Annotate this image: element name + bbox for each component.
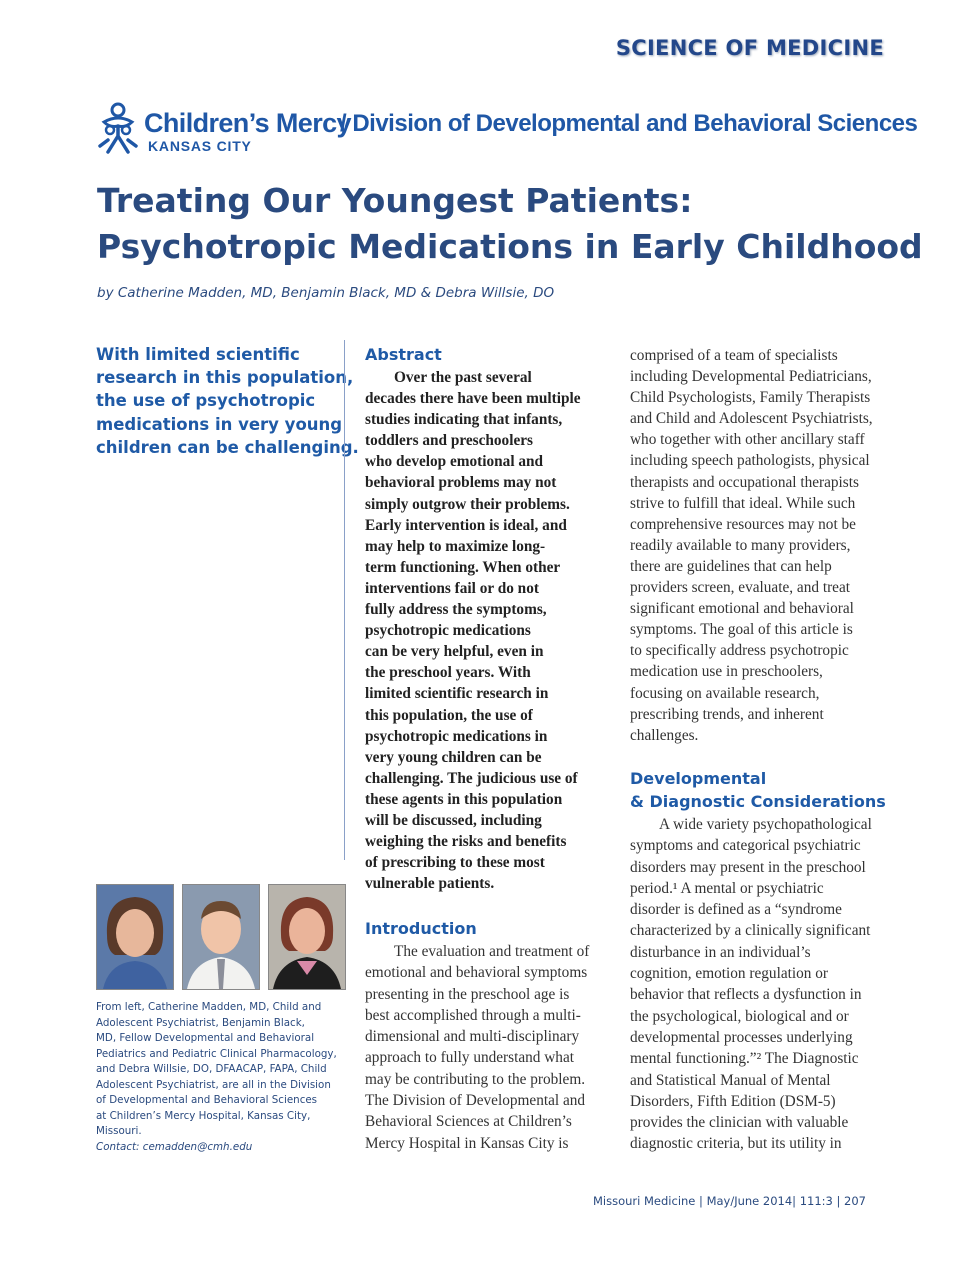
abstract-line: very young children can be bbox=[365, 748, 542, 766]
abstract-line: psychotropic medications bbox=[365, 622, 531, 640]
abstract-line: weighing the risks and benefits bbox=[365, 833, 567, 851]
introduction-line: best accomplished through a multi- bbox=[365, 1006, 581, 1024]
introduction-line: Mercy Hospital in Kansas City is bbox=[365, 1134, 569, 1152]
developmental-line: Disorders, Fifth Edition (DSM-5) bbox=[630, 1092, 836, 1110]
abstract-line: may help to maximize long- bbox=[365, 537, 546, 555]
byline: by Catherine Madden, MD, Benjamin Black, MD & Debra Willsie, DO bbox=[97, 285, 555, 301]
developmental-line: period.¹ A mental or psychiatric bbox=[630, 879, 824, 897]
column-three-line: and Child and Adolescent Psychiatrists, bbox=[630, 410, 873, 428]
abstract-line: interventions fail or do not bbox=[365, 579, 539, 597]
abstract-line: challenging. The judicious use of bbox=[365, 769, 578, 787]
abstract-line: can be very helpful, even in bbox=[365, 643, 544, 661]
logo-division: / Division of Developmental and Behavioral Sciences bbox=[340, 110, 918, 137]
abstract-line: will be discussed, including bbox=[365, 811, 542, 829]
column-three-line: readily available to many providers, bbox=[630, 536, 851, 554]
developmental-heading-line: & Diagnostic Considerations bbox=[630, 792, 886, 811]
childrens-mercy-logo bbox=[96, 100, 918, 160]
title-line: Psychotropic Medications in Early Childhood bbox=[97, 227, 923, 266]
developmental-line: disorders may present in the preschool bbox=[630, 858, 866, 876]
abstract-heading: Abstract bbox=[365, 345, 442, 364]
developmental-line: characterized by a clinically significant bbox=[630, 922, 871, 940]
abstract-line: behavioral problems may not bbox=[365, 474, 557, 492]
column-three-line: medication use in preschoolers, bbox=[630, 663, 823, 681]
column-three-line: therapists and occupational therapists bbox=[630, 473, 859, 491]
developmental-line: diagnostic criteria, but its utility in bbox=[630, 1135, 842, 1153]
page-footer: Missouri Medicine | May/June 2014| 111:3 | 207 bbox=[593, 1194, 866, 1208]
pull-quote bbox=[96, 343, 359, 459]
introduction-line: may be contributing to the problem. bbox=[365, 1070, 586, 1088]
abstract-line: these agents in this population bbox=[365, 790, 563, 808]
abstract-line: term functioning. When other bbox=[365, 558, 561, 576]
column-three-line: symptoms. The goal of this article is bbox=[630, 621, 853, 639]
article-title bbox=[97, 178, 923, 270]
caption-line: of Developmental and Behavioral Sciences bbox=[96, 1094, 318, 1106]
column-three-line: including speech pathologists, physical bbox=[630, 452, 870, 470]
introduction-line: The evaluation and treatment of bbox=[394, 943, 590, 960]
abstract-line: Early intervention is ideal, and bbox=[365, 516, 567, 534]
caption-line: Adolescent Psychiatrist, are all in the Division bbox=[96, 1078, 331, 1091]
developmental-line: A wide variety psychopathological bbox=[659, 816, 872, 833]
caption-line: Missouri. bbox=[96, 1125, 142, 1137]
introduction-line: approach to fully understand what bbox=[365, 1049, 574, 1067]
caption-line: MD, Fellow Developmental and Behavioral bbox=[96, 1032, 315, 1044]
column-three-line: Child Psychologists, Family Therapists bbox=[630, 389, 871, 407]
abstract-line: who develop emotional and bbox=[365, 453, 544, 471]
section-label: SCIENCE OF MEDICINE bbox=[615, 36, 884, 60]
abstract-line: toddlers and preschoolers bbox=[365, 432, 533, 450]
introduction-line: presenting in the preschool age is bbox=[365, 985, 570, 1003]
column-three-line: to specifically address psychotropic bbox=[630, 642, 849, 660]
logo-city: KANSAS CITY bbox=[148, 138, 252, 154]
abstract-line: fully address the symptoms, bbox=[365, 601, 547, 619]
introduction-line: Behavioral Sciences at Children’s bbox=[365, 1113, 572, 1131]
column-three-text bbox=[630, 345, 873, 746]
abstract-line: of prescribing to these most bbox=[365, 854, 545, 872]
developmental-heading-line: Developmental bbox=[630, 769, 767, 788]
pull-quote-line: With limited scientific bbox=[96, 345, 300, 364]
column-three-line: including Developmental Pediatricians, bbox=[630, 368, 872, 386]
caption-line: From left, Catherine Madden, MD, Child and bbox=[96, 1001, 322, 1013]
childrens-mercy-logo-icon bbox=[96, 100, 140, 154]
photo-caption bbox=[96, 1000, 346, 1155]
column-three-line: providers screen, evaluate, and treat bbox=[630, 579, 850, 597]
abstract-line: simply outgrow their problems. bbox=[365, 495, 570, 513]
pull-quote-line: research in this population, bbox=[96, 368, 354, 388]
abstract-line: vulnerable patients. bbox=[365, 875, 495, 893]
introduction-heading: Introduction bbox=[365, 919, 477, 938]
column-three-line: strive to fulfill that ideal. While such bbox=[630, 494, 856, 512]
introduction-line: dimensional and multi-disciplinary bbox=[365, 1028, 580, 1046]
developmental-line: symptoms and categorical psychiatric bbox=[630, 837, 861, 855]
logo-name: Children’s Mercy bbox=[144, 108, 351, 138]
introduction-text bbox=[365, 941, 589, 1154]
developmental-line: and Statistical Manual of Mental bbox=[630, 1071, 831, 1089]
author-photo-black bbox=[182, 884, 260, 990]
abstract-line: studies indicating that infants, bbox=[365, 411, 563, 429]
caption-line: Adolescent Psychiatrist, Benjamin Black, bbox=[96, 1016, 305, 1029]
column-three-line: who together with other ancillary staff bbox=[630, 431, 865, 449]
pull-quote-line: children can be challenging. bbox=[96, 437, 359, 457]
pull-quote-line: the use of psychotropic bbox=[96, 391, 316, 411]
author-photos bbox=[96, 884, 346, 990]
column-three-line: challenges. bbox=[630, 726, 699, 744]
introduction-line: emotional and behavioral symptoms bbox=[365, 964, 588, 982]
pull-quote-line: medications in very young bbox=[96, 414, 343, 434]
abstract-line: psychotropic medications in bbox=[365, 727, 548, 745]
caption-line: at Children’s Mercy Hospital, Kansas City, bbox=[96, 1109, 311, 1122]
abstract-line: this population, the use of bbox=[365, 706, 533, 724]
abstract-line: limited scientific research in bbox=[365, 685, 549, 703]
column-three-line: there are guidelines that can help bbox=[630, 557, 832, 575]
abstract-text bbox=[365, 367, 581, 894]
column-three-line: comprised of a team of specialists bbox=[630, 347, 838, 364]
developmental-text bbox=[630, 814, 872, 1155]
title-line: Treating Our Youngest Patients: bbox=[97, 181, 693, 220]
developmental-line: provides the clinician with valuable bbox=[630, 1114, 849, 1132]
author-photo-willsie bbox=[268, 884, 346, 990]
developmental-line: the psychological, biological and or bbox=[630, 1007, 849, 1025]
abstract-line: the preschool years. With bbox=[365, 664, 531, 682]
introduction-line: The Division of Developmental and bbox=[365, 1092, 586, 1110]
author-photo-madden bbox=[96, 884, 174, 990]
abstract-line: decades there have been multiple bbox=[365, 390, 581, 408]
column-three-line: significant emotional and behavioral bbox=[630, 600, 854, 618]
caption-line: and Debra Willsie, DO, DFAACAP, FAPA, Child bbox=[96, 1063, 327, 1075]
column-three-line: comprehensive resources may not be bbox=[630, 515, 856, 533]
developmental-line: cognition, emotion regulation or bbox=[630, 965, 828, 983]
column-three-line: focusing on available research, bbox=[630, 684, 820, 702]
abstract-line: Over the past several bbox=[394, 369, 532, 386]
column-divider bbox=[344, 340, 345, 860]
column-three-line: prescribing trends, and inherent bbox=[630, 705, 824, 723]
developmental-line: disorder is defined as a “syndrome bbox=[630, 901, 842, 919]
developmental-line: developmental processes underlying bbox=[630, 1028, 853, 1046]
developmental-line: behavior that reflects a dysfunction in bbox=[630, 986, 862, 1004]
caption-line: Pediatrics and Pediatric Clinical Pharmacology, bbox=[96, 1047, 337, 1060]
developmental-line: disturbance in an individual’s bbox=[630, 943, 811, 961]
author-contact: Contact: cemadden@cmh.edu bbox=[96, 1140, 253, 1153]
developmental-heading bbox=[630, 767, 886, 813]
developmental-line: mental functioning.”² The Diagnostic bbox=[630, 1050, 859, 1068]
